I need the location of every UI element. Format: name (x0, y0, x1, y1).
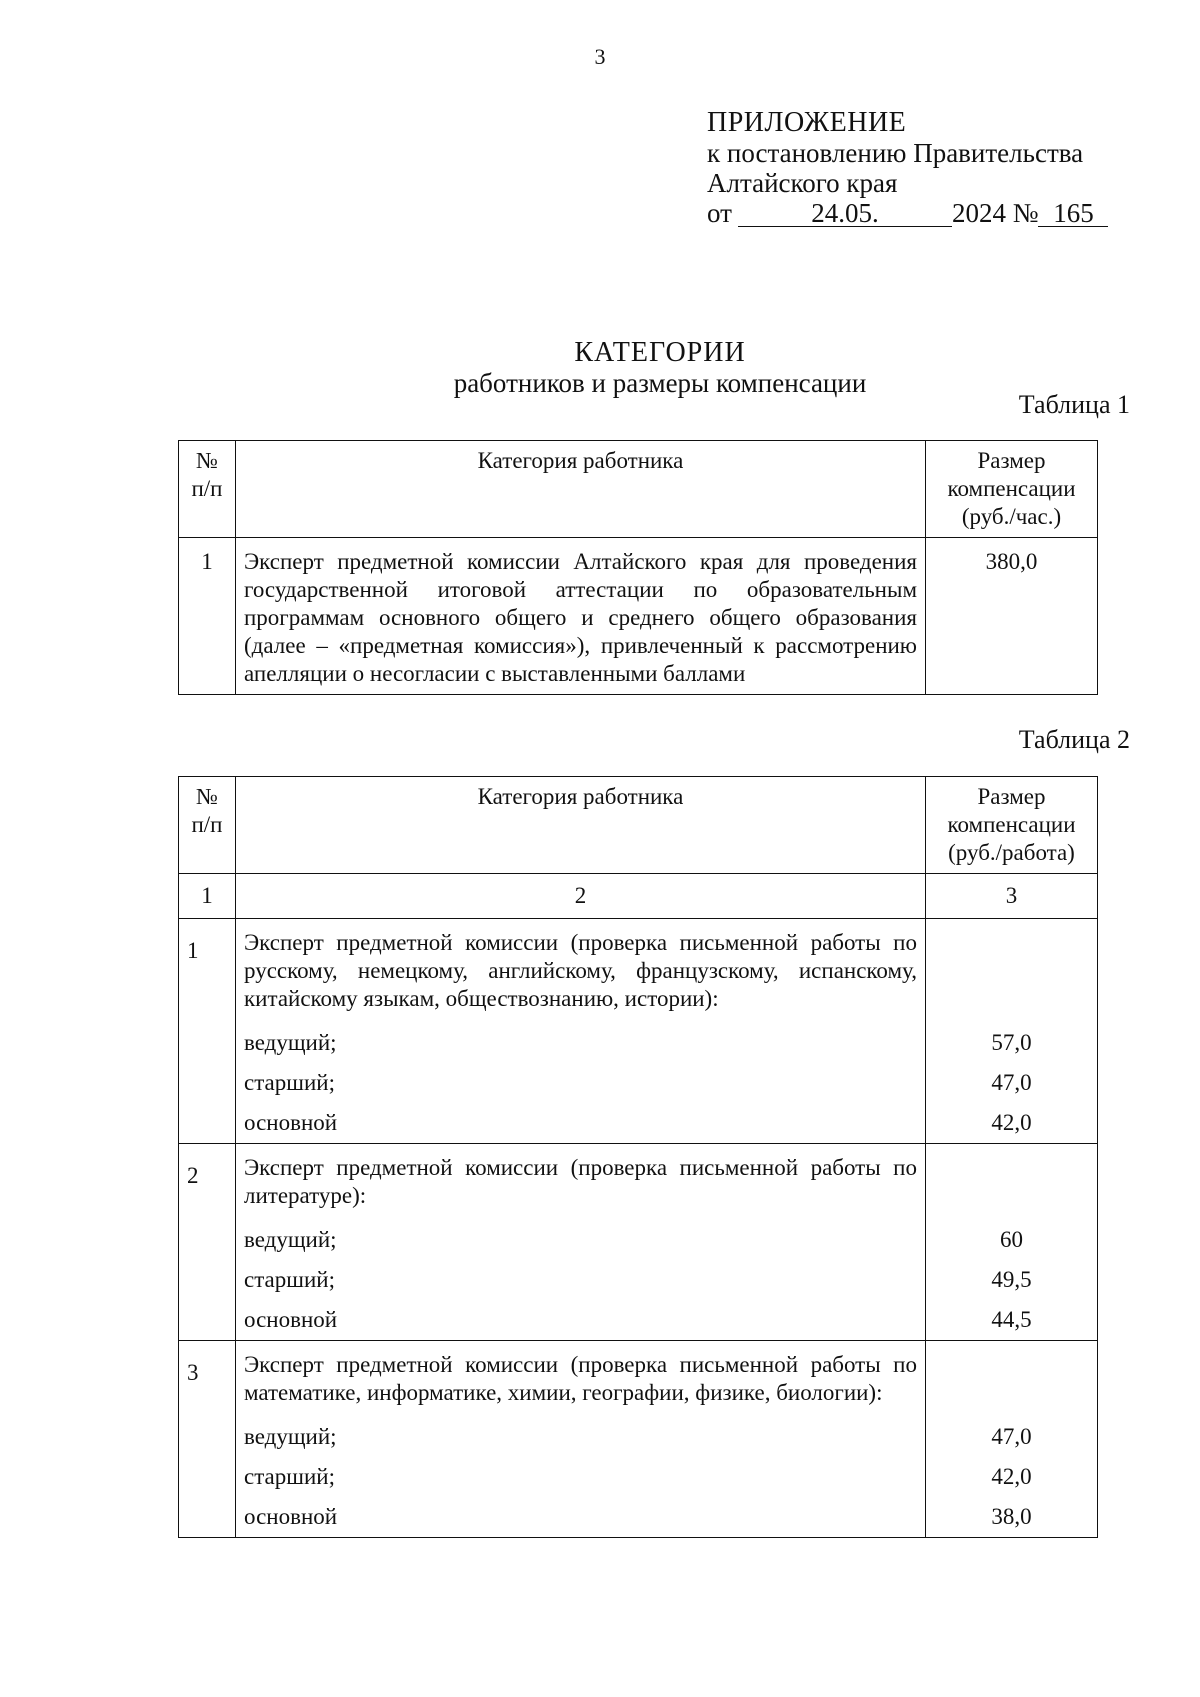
sub-value: 38,0 (991, 1504, 1032, 1529)
table1-row-num: 1 (179, 538, 236, 695)
sub-label: основной (244, 1504, 338, 1529)
sub-value: 44,5 (991, 1307, 1032, 1332)
table2-header-num: № п/п (179, 777, 236, 874)
number-field: 165 (1038, 200, 1108, 227)
table2-row1-values (926, 919, 1098, 1144)
table1-header-size: Размер компенсации (руб./час.) (926, 441, 1098, 538)
table1-header-num: № п/п (179, 441, 236, 538)
sub-label: старший; (244, 1464, 335, 1489)
table2-row1-num: 1 (179, 919, 236, 1144)
sub-label: основной (244, 1110, 338, 1135)
appendix-title: ПРИЛОЖЕНИЕ (707, 107, 907, 138)
table1-header-category: Категория работника (236, 441, 926, 538)
page-number: 3 (594, 44, 606, 69)
sub-label: ведущий; (244, 1030, 337, 1055)
table2-header-row (179, 777, 1098, 874)
table2-row1-text: Эксперт предметной комиссии (проверка письменной работы по русскому, немецкому, английскому, французскому, испанскому, китайскому языкам, обществознанию, истории): (244, 930, 917, 1011)
sub-value: 47,0 (991, 1070, 1032, 1095)
document-title-main: КАТЕГОРИИ (574, 337, 746, 368)
table2-row1-category (236, 919, 926, 1144)
appendix-date-row (707, 198, 1108, 228)
table-row (179, 1144, 1098, 1341)
table2-row2-values (926, 1144, 1098, 1341)
sub-label: старший; (244, 1267, 335, 1292)
sub-value: 42,0 (991, 1464, 1032, 1489)
sub-label: основной (244, 1307, 338, 1332)
sub-value: 57,0 (991, 1030, 1032, 1055)
table-2 (178, 776, 1098, 1538)
table2-index-row (179, 874, 1098, 919)
sub-label: ведущий; (244, 1227, 337, 1252)
year-label: 2024 № (951, 198, 1039, 228)
table2-row2-category (236, 1144, 926, 1341)
appendix-block (707, 108, 1108, 228)
table2-row2-num: 2 (179, 1144, 236, 1341)
sub-label: ведущий; (244, 1424, 337, 1449)
table1-row-value: 380,0 (926, 538, 1098, 695)
table-1 (178, 440, 1098, 695)
sub-value: 42,0 (991, 1110, 1032, 1135)
table2-row3-num: 3 (179, 1341, 236, 1538)
document-title (0, 338, 1200, 398)
table2-row3-category (236, 1341, 926, 1538)
table2-row3-values (926, 1341, 1098, 1538)
table2-row2-text: Эксперт предметной комиссии (проверка письменной работы по литературе): (244, 1155, 917, 1208)
table2-row3-text: Эксперт предметной комиссии (проверка письменной работы по математике, информатике, химии, географии, физике, биологии): (244, 1352, 917, 1405)
table2-header-category: Категория работника (236, 777, 926, 874)
table1-row-text: Эксперт предметной комиссии Алтайского края для проведения государственной итоговой аттестации по образовательным программам основного общего и среднего общего образования (далее – «предметная комиссия»), привлеченный к рассмотрению апелляции о несогласии с выставленными баллами (236, 538, 926, 695)
sub-value: 49,5 (991, 1267, 1032, 1292)
sub-value: 47,0 (991, 1424, 1032, 1449)
document-title-sub: работников и размеры компенсации (453, 368, 867, 398)
table1-caption: Таблица 1 (1018, 390, 1130, 419)
appendix-line-1: к постановлению Правительства (707, 138, 1084, 168)
table1-header-row (179, 441, 1098, 538)
appendix-line-2: Алтайского края (707, 168, 898, 198)
date-field: 24.05. (738, 200, 952, 227)
index-cell-2: 2 (236, 874, 926, 919)
table-row (179, 538, 1098, 695)
table-row (179, 919, 1098, 1144)
index-cell-1: 1 (179, 874, 236, 919)
sub-label: старший; (244, 1070, 335, 1095)
table2-header-size: Размер компенсации (руб./работа) (926, 777, 1098, 874)
table-row (179, 1341, 1098, 1538)
from-label: от (707, 198, 732, 228)
table2-caption: Таблица 2 (1018, 725, 1130, 754)
index-cell-3: 3 (926, 874, 1098, 919)
sub-value: 60 (1000, 1227, 1023, 1252)
